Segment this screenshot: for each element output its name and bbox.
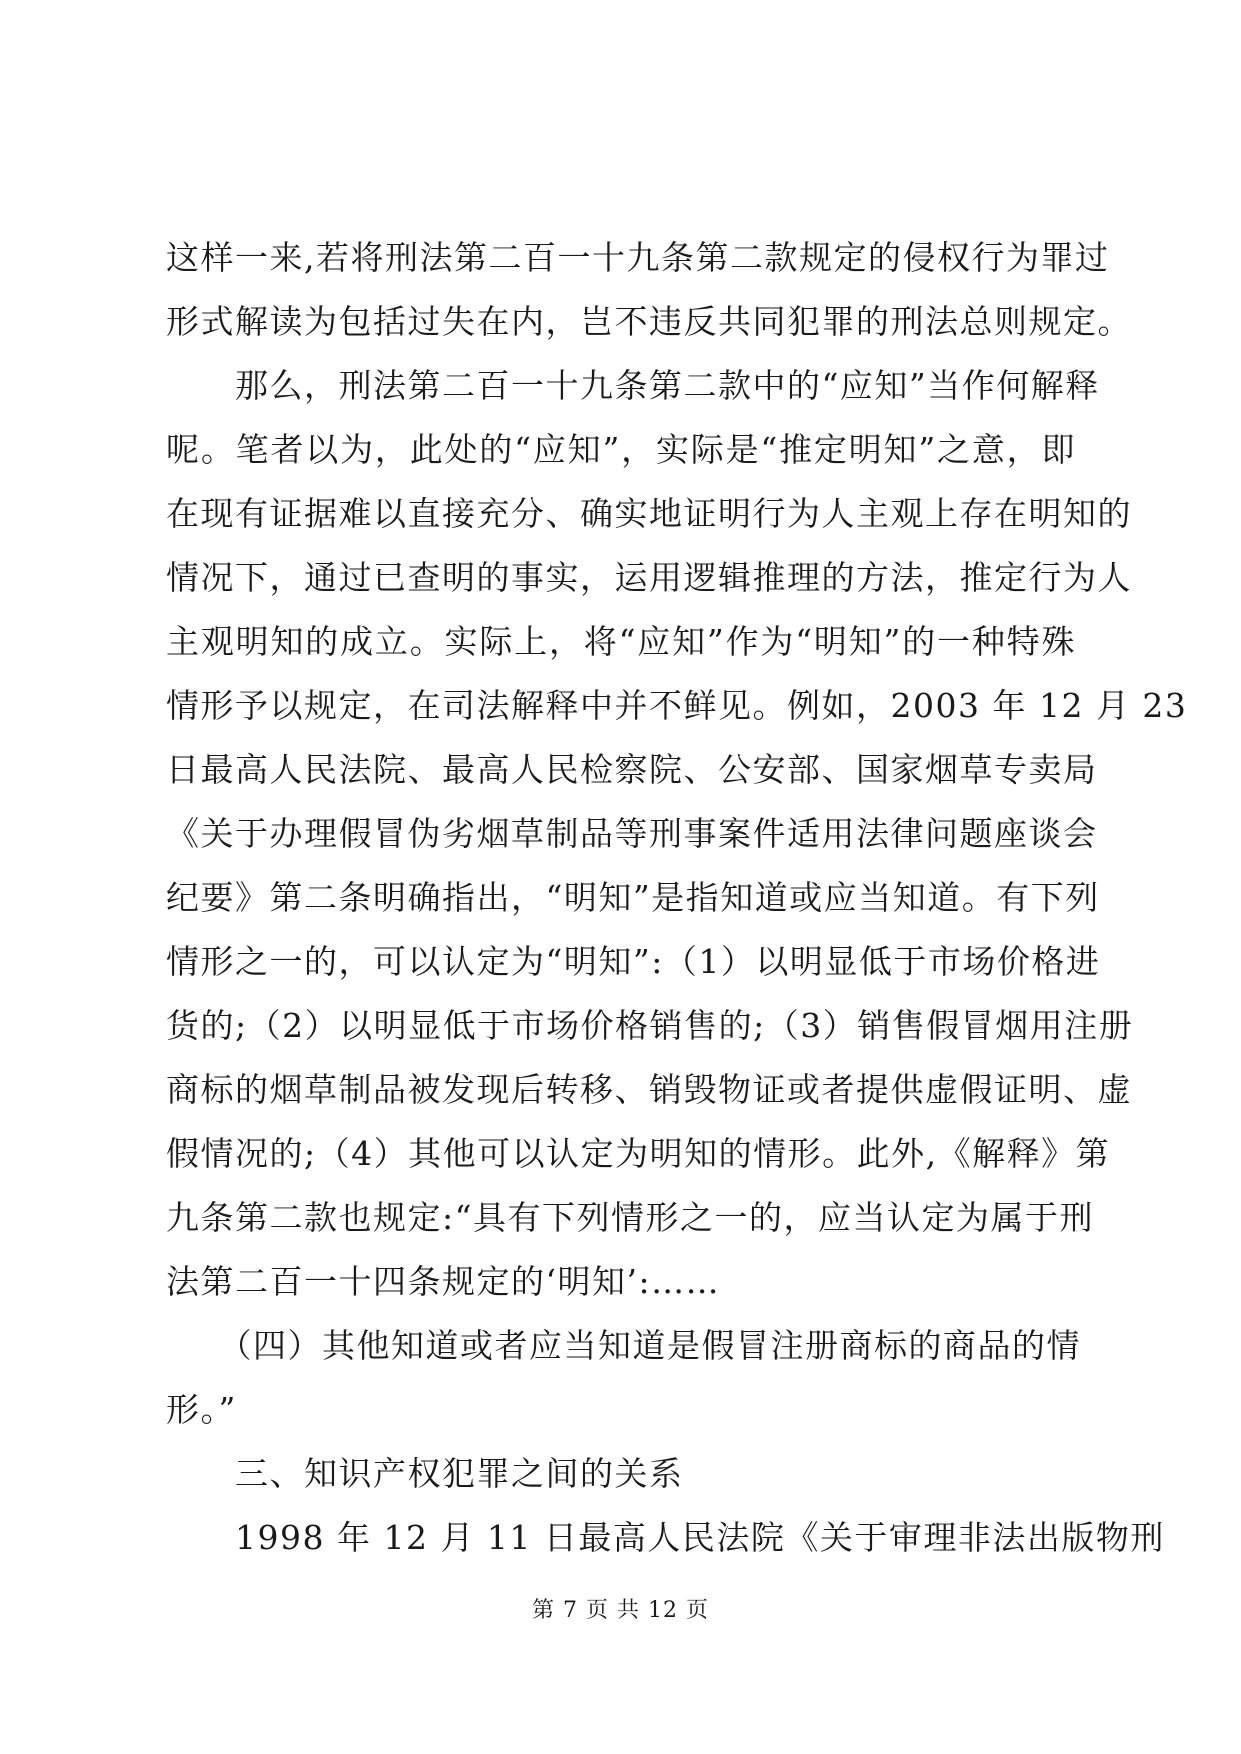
- body-line: 假情况的;（4）其他可以认定为明知的情形。此外,《解释》第: [166, 1134, 1111, 1173]
- body-line: 1998 年 12 月 11 日最高人民法院《关于审理非法出版物刑: [166, 1518, 1165, 1557]
- document-body: [166, 226, 1188, 1570]
- page-number-footer: 第 7 页 共 12 页: [532, 1598, 709, 1623]
- body-line: 在现有证据难以直接充分、确实地证明行为人主观上存在明知的: [166, 494, 1132, 533]
- body-line: 那么，刑法第二百一十九条第二款中的“应知”当作何解释: [166, 366, 1100, 405]
- body-line: 形。”: [166, 1390, 237, 1429]
- body-line: 主观明知的成立。实际上，将“应知”作为“明知”的一种特殊: [166, 622, 1076, 661]
- body-line: 九条第二款也规定:“具有下列情形之一的，应当认定为属于刑: [166, 1198, 1094, 1237]
- body-line: 纪要》第二条明确指出，“明知”是指知道或应当知道。有下列: [166, 878, 1100, 917]
- body-line: 情况下，通过已查明的事实，运用逻辑推理的方法，推定行为人: [166, 558, 1132, 597]
- body-line: 呢。笔者以为，此处的“应知”，实际是“推定明知”之意，即: [166, 430, 1076, 469]
- body-line: 形式解读为包括过失在内，岂不违反共同犯罪的刑法总则规定。: [166, 302, 1132, 341]
- body-line: 法第二百一十四条规定的‘明知’:……: [166, 1262, 721, 1301]
- body-line: 情形之一的，可以认定为“明知”:（1）以明显低于市场价格进: [166, 942, 1101, 981]
- body-line: 情形予以规定，在司法解释中并不鲜见。例如，2003 年 12 月 23: [166, 686, 1188, 725]
- body-line: 《关于办理假冒伪劣烟草制品等刑事案件适用法律问题座谈会: [166, 814, 1098, 853]
- body-line: 货的;（2）以明显低于市场价格销售的;（3）销售假冒烟用注册: [166, 1006, 1134, 1045]
- section-heading: 三、知识产权犯罪之间的关系: [166, 1454, 684, 1493]
- body-line: 商标的烟草制品被发现后转移、销毁物证或者提供虚假证明、虚: [166, 1070, 1132, 1109]
- body-line: 日最高人民法院、最高人民检察院、公安部、国家烟草专卖局: [166, 750, 1098, 789]
- body-line: （四）其他知道或者应当知道是假冒注册商标的商品的情: [166, 1326, 1081, 1365]
- body-line: 这样一来,若将刑法第二百一十九条第二款规定的侵权行为罪过: [166, 238, 1110, 277]
